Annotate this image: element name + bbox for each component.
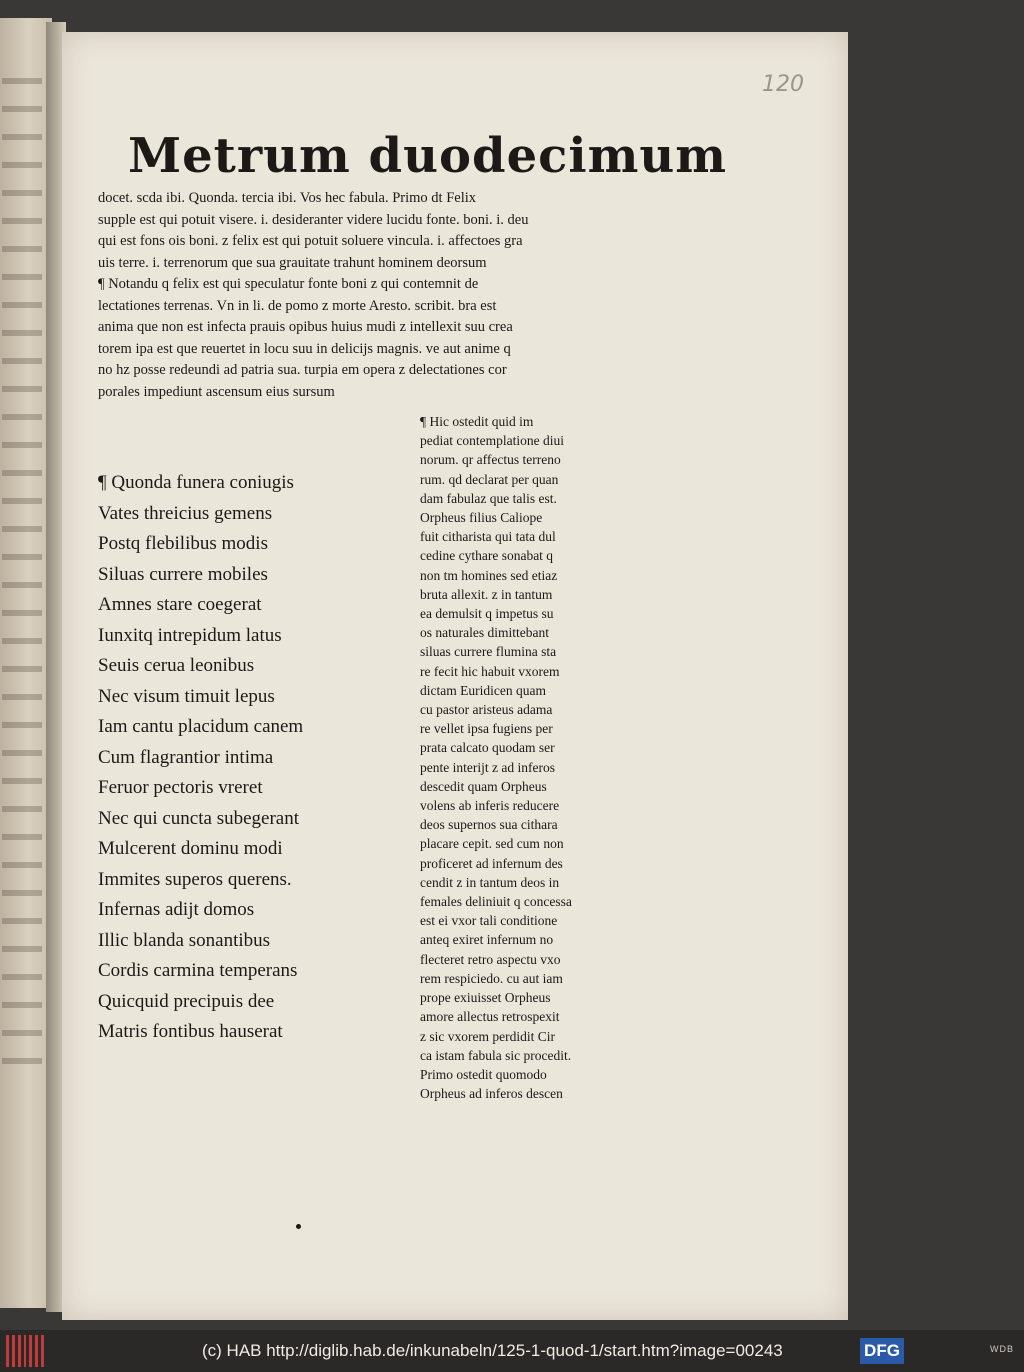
gloss-line: siluas currere flumina sta: [420, 644, 557, 660]
verse-line: Cum flagrantior intima: [98, 746, 274, 768]
gloss-line: rum. qd declarat per quan: [420, 471, 559, 487]
previous-page-text: [2, 78, 42, 1078]
commentary-line: lectationes terrenas. Vn in li. de pomo z morte Aresto. scribit. bra est: [98, 297, 497, 314]
commentary-block: [98, 188, 658, 403]
commentary-line: no hz posse redeundi ad patria sua. turpia em opera z delectationes cor: [98, 362, 507, 378]
gloss-line: Primo ostedit quomodo: [420, 1066, 547, 1082]
gloss-line: Orpheus ad inferos descen: [420, 1086, 563, 1102]
gloss-line: ¶ Hic ostedit quid im: [420, 414, 534, 429]
gloss-line: bruta allexit. z in tantum: [420, 586, 553, 602]
gloss-line: placare cepit. sed cum non: [420, 836, 564, 852]
commentary-line: supple est qui potuit visere. i. desideranter videre lucidu fonte. boni. i. deu: [98, 211, 529, 228]
verse-line: Nec visum timuit lepus: [98, 685, 275, 707]
gloss-line: amore allectus retrospexit: [420, 1009, 560, 1025]
verse-line: Iunxitq intrepidum latus: [98, 624, 282, 646]
gloss-line: z sic vxorem perdidit Cir: [420, 1028, 555, 1044]
gloss-line: norum. qr affectus terreno: [420, 452, 561, 468]
commentary-line: porales impediunt ascensum eius sursum: [98, 383, 335, 400]
gloss-line: cu pastor aristeus adama: [420, 702, 553, 718]
gloss-line: est ei vxor tali conditione: [420, 913, 558, 929]
verse-line: Siluas currere mobiles: [98, 563, 268, 585]
citation-link[interactable]: (c) HAB http://diglib.hab.de/inkunabeln/125-1-quod-1/start.htm?image=00243: [202, 1341, 783, 1360]
folio-number: 120: [762, 72, 804, 97]
verse-line: Quicquid precipuis dee: [98, 990, 275, 1012]
commentary-line: qui est fons ois boni. z felix est qui potuit soluere vincula. i. affectoes gra: [98, 233, 523, 249]
gloss-line: non tm homines sed etiaz: [420, 567, 558, 583]
verse-line: Illic blanda sonantibus: [98, 929, 271, 951]
gloss-line: volens ab inferis reducere: [420, 798, 560, 814]
gloss-line: ca istam fabula sic procedit.: [420, 1047, 572, 1063]
verse-line: Postq flebilibus modis: [98, 533, 268, 554]
wdb-label: WDB: [990, 1344, 1014, 1354]
verse-line: Seuis cerua leonibus: [98, 655, 255, 676]
verse-line: Iam cantu placidum canem: [98, 716, 304, 737]
gloss-line: deos supernos sua cithara: [420, 817, 558, 833]
gloss-line: prope exiuisset Orpheus: [420, 990, 551, 1006]
verse-line: Nec qui cuncta subegerant: [98, 807, 299, 829]
verse-line: Infernas adijt domos: [98, 899, 255, 920]
verse-column: [98, 468, 398, 1048]
gloss-line: flecteret retro aspectu vxo: [420, 951, 561, 967]
verse-line: Vates threicius gemens: [98, 502, 273, 524]
verse-line: ¶ Quonda funera coniugis: [98, 472, 294, 493]
gloss-line: pediat contemplatione diui: [420, 433, 564, 449]
page-heading: Metrum duodecimum: [128, 128, 728, 184]
viewer-footer: [0, 1330, 1024, 1372]
gloss-line: os naturales dimittebant: [420, 625, 549, 641]
barcode-icon: [6, 1335, 44, 1367]
gloss-line: dam fabulaz que talis est.: [420, 490, 557, 506]
gloss-line: ea demulsit q impetus su: [420, 606, 554, 622]
commentary-line: docet. scda ibi. Quonda. tercia ibi. Vos hec fabula. Primo dt Felix: [98, 190, 476, 206]
gloss-line: dictam Euridicen quam: [420, 682, 546, 698]
book-page: [62, 32, 848, 1320]
verse-line: Immites superos querens.: [98, 868, 292, 890]
verse-line: Matris fontibus hauserat: [98, 1021, 283, 1042]
commentary-line: anima que non est infecta prauis opibus huius mudi z intellexit suu crea: [98, 319, 513, 335]
gloss-line: prata calcato quodam ser: [420, 740, 555, 756]
gloss-line: Orpheus filius Caliope: [420, 510, 543, 526]
gloss-line: cendit z in tantum deos in: [420, 874, 560, 890]
verse-line: Mulcerent dominu modi: [98, 838, 283, 859]
gloss-line: rem respiciedo. cu aut iam: [420, 970, 563, 986]
commentary-line: uis terre. i. terrenorum que sua grauitate trahunt hominem deorsum: [98, 254, 487, 271]
gloss-line: pente interijt z ad inferos: [420, 759, 555, 775]
gloss-line: fuit citharista qui tata dul: [420, 529, 556, 545]
commentary-line: ¶ Notandu q felix est qui speculatur fonte boni z qui contemnit de: [98, 276, 479, 292]
gloss-line: re vellet ipsa fugiens per: [420, 721, 553, 737]
verse-line: Feruor pectoris vreret: [98, 777, 263, 798]
verse-line: Cordis carmina temperans: [98, 960, 298, 981]
gloss-line: cedine cythare sonabat q: [420, 548, 554, 564]
gloss-column: [420, 412, 618, 1103]
gloss-line: females deliniuit q concessa: [420, 894, 572, 910]
signature-dot: [296, 1224, 301, 1229]
gloss-line: re fecit hic habuit vxorem: [420, 663, 560, 679]
gloss-line: proficeret ad infernum des: [420, 855, 563, 871]
gloss-line: anteq exiret infernum no: [420, 932, 554, 948]
previous-page-edge: [0, 18, 52, 1308]
commentary-line: torem ipa est que reuertet in locu suu in delicijs magnis. ve aut anime q: [98, 340, 511, 357]
verse-line: Amnes stare coegerat: [98, 594, 262, 615]
dfg-logo: DFG: [860, 1338, 904, 1364]
gloss-line: descedit quam Orpheus: [420, 778, 547, 794]
